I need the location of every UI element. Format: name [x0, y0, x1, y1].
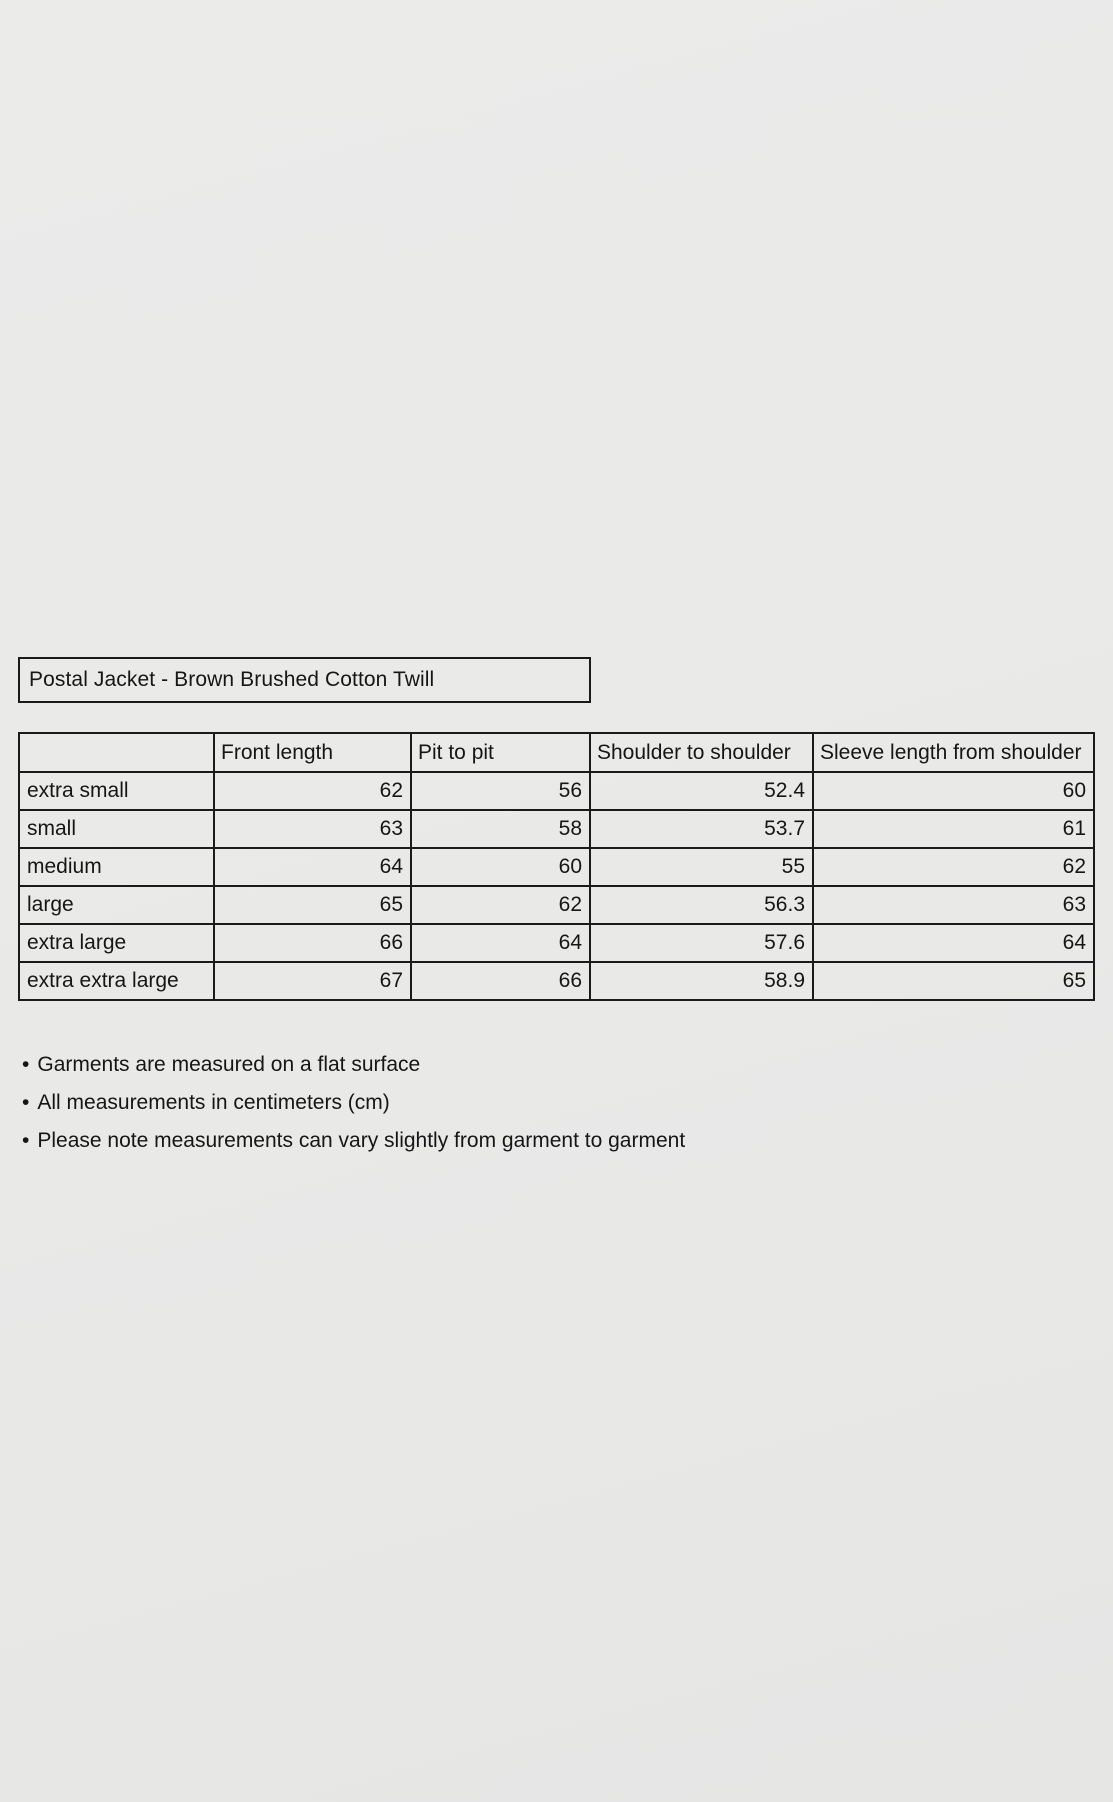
table-row — [19, 772, 1094, 810]
header-row — [19, 733, 1094, 772]
table-row — [19, 924, 1094, 962]
header-shoulder-to-shoulder: Shoulder to shoulder — [590, 733, 813, 772]
value-cell: 65 — [813, 962, 1094, 1000]
value-cell: 64 — [813, 924, 1094, 962]
value-cell: 62 — [411, 886, 590, 924]
note-line — [22, 1122, 685, 1160]
bullet-icon: • — [22, 1053, 30, 1076]
value-cell: 60 — [813, 772, 1094, 810]
value-cell: 64 — [214, 848, 411, 886]
measurement-notes — [22, 1046, 685, 1160]
size-cell: extra large — [19, 924, 214, 962]
size-cell: large — [19, 886, 214, 924]
value-cell: 67 — [214, 962, 411, 1000]
size-cell: small — [19, 810, 214, 848]
value-cell: 62 — [214, 772, 411, 810]
size-cell: medium — [19, 848, 214, 886]
value-cell: 66 — [411, 962, 590, 1000]
value-cell: 56 — [411, 772, 590, 810]
table-row — [19, 886, 1094, 924]
table-row — [19, 848, 1094, 886]
bullet-icon: • — [22, 1091, 30, 1114]
value-cell: 52.4 — [590, 772, 813, 810]
value-cell: 58 — [411, 810, 590, 848]
header-size — [19, 733, 214, 772]
note-text: Garments are measured on a flat surface — [37, 1053, 421, 1076]
value-cell: 58.9 — [590, 962, 813, 1000]
product-title-box — [18, 657, 591, 703]
value-cell: 66 — [214, 924, 411, 962]
note-line — [22, 1046, 685, 1084]
value-cell: 53.7 — [590, 810, 813, 848]
value-cell: 56.3 — [590, 886, 813, 924]
bullet-icon: • — [22, 1129, 30, 1152]
value-cell: 60 — [411, 848, 590, 886]
size-cell: extra extra large — [19, 962, 214, 1000]
table-row — [19, 810, 1094, 848]
note-line — [22, 1084, 685, 1122]
size-cell: extra small — [19, 772, 214, 810]
product-title: Postal Jacket - Brown Brushed Cotton Twill — [29, 668, 435, 691]
value-cell: 62 — [813, 848, 1094, 886]
note-text: All measurements in centimeters (cm) — [37, 1091, 390, 1114]
value-cell: 61 — [813, 810, 1094, 848]
table-row — [19, 962, 1094, 1000]
value-cell: 57.6 — [590, 924, 813, 962]
header-sleeve-length: Sleeve length from shoulder — [813, 733, 1094, 772]
value-cell: 63 — [214, 810, 411, 848]
value-cell: 55 — [590, 848, 813, 886]
value-cell: 64 — [411, 924, 590, 962]
value-cell: 65 — [214, 886, 411, 924]
header-pit-to-pit: Pit to pit — [411, 733, 590, 772]
size-chart-table — [18, 732, 1095, 1001]
note-text: Please note measurements can vary slightly from garment to garment — [37, 1129, 686, 1152]
header-front-length: Front length — [214, 733, 411, 772]
value-cell: 63 — [813, 886, 1094, 924]
size-table-body — [19, 772, 1094, 1000]
